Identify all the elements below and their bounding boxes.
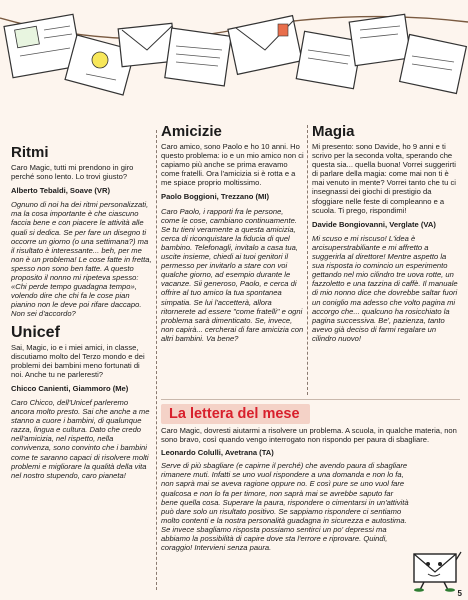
letter-signature: Leonardo Colulli, Avetrana (TA): [161, 448, 274, 458]
reply-text: Ognuno di noi ha dei ritmi personalizzati, ma la cosa importante è che ciascuno faccia bene e con piacere le attività alle quali si dedica. Se per fare un disegno ti occorre un giorno (o una settimana?) ma il risultato è interessante... beh, per me non è un problema! Le cose fatte in fretta, spesso non sono ben fatte. A questo proposito il nonno mi ripeteva spesso: «Chi perde tempo guadagna tempo», volendo dire che chi fa le cose pian pianino non le deve poi rifare daccapo. Non sei d'accordo?: [11, 200, 152, 319]
reply-text: Caro Chicco, dell'Unicef parleremo ancora molto presto. Sai che anche a me stanno a cuore i bambini, di qualunque razza, lingua e cultura. Dato che credo nell'amicizia, nel rispetto, nella convivenza, sono convinto che i bambini come te saranno capaci di risolvere molti problemi e migliorare la qualità della vita nel nostro stupendo, caro pianeta!: [11, 397, 150, 480]
letter-signature: Alberto Tebaldi, Soave (VR): [11, 186, 111, 196]
letter-text: Mi presento: sono Davide, ho 9 anni e ti scrivo per la seconda volta, sperando che questa sia... quella buona! Vorrei suggerirti di parlare della magia: come mai non ti è mai venuto in mente? Vorrei tanto che tu ci insegnassi dei giochi di prestigio da sfoggiare nelle feste di compleanno e a scuola. Ti prego, rispondimi!: [312, 142, 456, 215]
reply-text: Serve di più sbagliare (e capirne il perché) che avendo paura di sbagliare rimanere muti. Infatti se uno vuol rispondere a una domanda e non lo fa, non saprà mai se aveva ragione oppure no. E così pure se uno vuol fare qualcosa e non lo fa per timore, non saprà mai se avrebbe saputo far bene quella cosa. Superare la paura, rispondere o cimentarsi in un'attività può dare solo un risultato positivo. Se sappiamo rispondere ci sentiamo molto contenti e la nostra personalità guadagna in sicurezza e autostima. Se invece sbagliamo risposta possiamo sentirci un po' depressi ma abbiamo la possibilità di capire dove sta l'errore e riprovare. Quindi, coraggio! Intervieni senza paura.: [161, 461, 409, 553]
reply-text: Mi scuso e mi riscuso! L'idea è arcisuperstrabiliante e mi affretto a suggerirla al direttore! Mentre aspetto la sua risposta io comincio un esperimento gettando nel mio cilindro tre uova rotte, un fazzoletto e una tazzina di caffè. Il manuale di mio nonno dice che dovrebbe saltar fuori un coniglio ma adesso che volto pagina mi accorgo che... qualcuno ha rosicchiato la pagina successiva. Be', pazienza, tanto avevo già deciso di farmi regalare un cilindro nuovo!: [312, 233, 458, 343]
letter-signature: Paolo Boggioni, Trezzano (MI): [161, 192, 269, 202]
letter-signature: Chicco Canienti, Giammoro (Me): [11, 383, 129, 393]
section-title-amicizie: Amicizie: [161, 123, 222, 140]
column-right: [312, 123, 460, 348]
letter-text: Caro Magic, dovresti aiutarmi a risolvere un problema. A scuola, in qualche materia, non sono bravo, così quando vengo interrogato non rispondo per paura di sbagliare.: [161, 426, 457, 445]
column-middle: [161, 123, 304, 348]
section-title-unicef: Unicef: [11, 323, 60, 341]
letter-text: Caro Magic, tutti mi prendono in giro perché sono lento. Lo trovi giusto?: [11, 163, 134, 182]
section-title-lettera-del-mese: La lettera del mese: [161, 404, 310, 424]
letter-card: [165, 28, 231, 86]
column-left: [11, 144, 153, 485]
section-title-ritmi: Ritmi: [11, 144, 49, 161]
letter-card: [349, 14, 411, 65]
letters-clothesline-illustration: [0, 0, 468, 115]
letter-text: Sai, Magic, io e i miei amici, in classe, discutiamo molto del Terzo mondo e dei problemi dei bambini meno fortunati di noi. Anche tu ne parleresti?: [11, 342, 145, 379]
section-title-magia: Magia: [312, 123, 355, 140]
reply-text: Caro Paolo, i rapporti fra le persone, come le cose, cambiano continuamente. Se tu tieni veramente a questa amicizia, cerca di riconquistare la fiducia di quel bambino. Telefonagli, invitalo a casa tua, uscite insieme, chiedi ai tuoi genitori il permesso per invitarlo a stare con voi qualche giorno, ad esempio durante le vacanze. Sii generoso, Paolo, e cerca di offrire al tuo amico la tua spontanea simpatia. Se lui l'accetterà, allora ritornerete ad essere "come fratelli" e ogni problema sarà dimenticato. Se, invece, non capirà... cercherai di fare amicizia con altri bambini. Va bene?: [161, 206, 304, 343]
page-number: 5: [457, 589, 462, 598]
column-divider: [307, 125, 308, 395]
letter-signature: Davide Bongiovanni, Verglate (VA): [312, 219, 436, 229]
column-divider: [156, 130, 157, 590]
envelope-mascot-icon: [410, 544, 462, 592]
section-divider: [161, 399, 460, 400]
letter-text: Caro amico, sono Paolo e ho 10 anni. Ho questo problema: io e un mio amico non ci capiamo più anche se prima eravamo come fratelli. Ora l'amicizia si è rotta e a me spiace proprio moltissimo.: [161, 142, 304, 188]
